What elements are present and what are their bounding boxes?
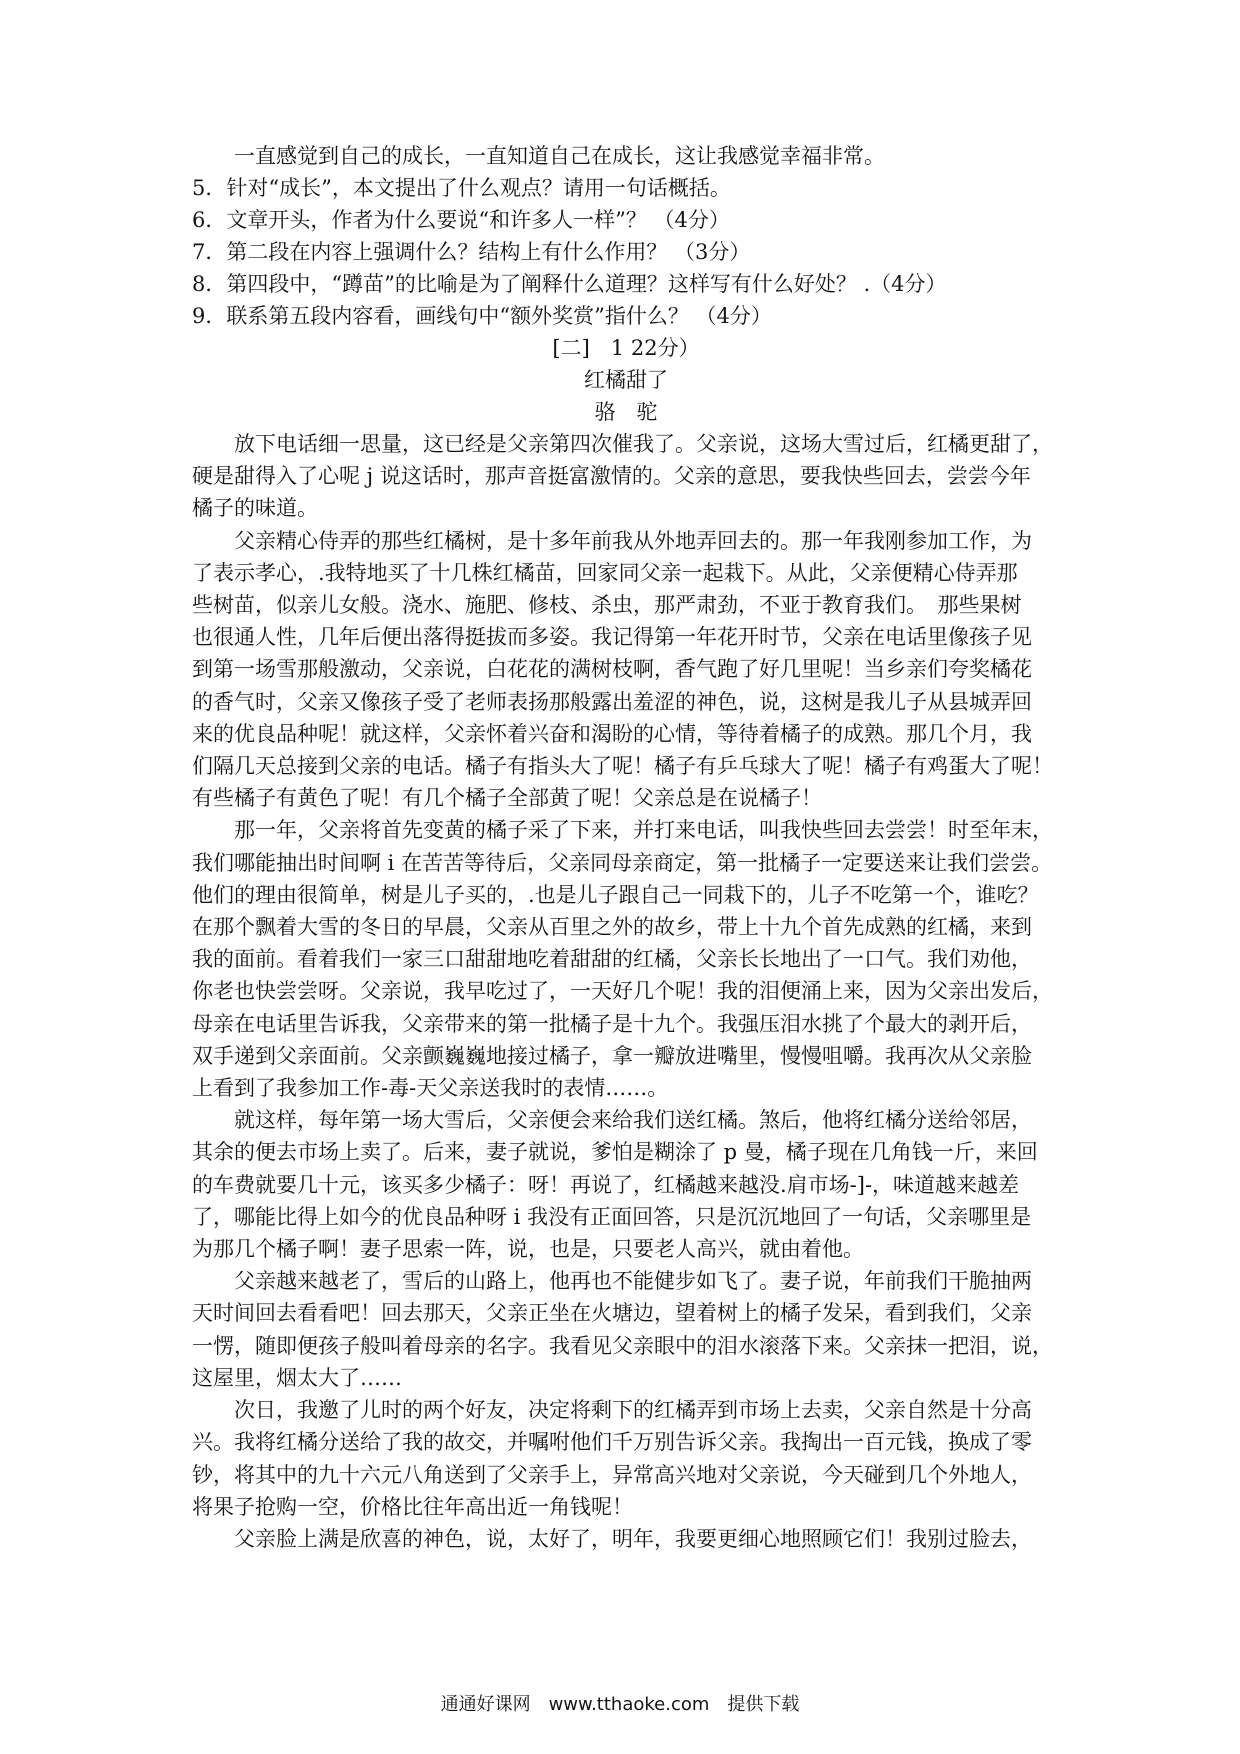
paragraph-line: 为那几个橘子啊！妻子思索一阵，说，也是，只要老人高兴，就由着他。 [192,1237,864,1262]
paragraph-6 [192,1394,1060,1523]
article-author: 骆 驼 [594,400,658,424]
section-heading: [二] 1 22分） [552,336,700,360]
paragraph-line: 将果子抢购一空，价格比往年高出近一角钱呢！ [192,1494,633,1519]
paragraph-line: 来的优良品种呢！就这样，父亲怀着兴奋和渴盼的心情，等待着橘子的成熟。那几个月，我 [192,721,1032,746]
paragraph-line: 父亲精心侍弄的那些红橘树，是十多年前我从外地弄回去的。那一年我刚参加工作，为 [234,528,1032,553]
paragraph-line: 硬是甜得入了心呢 j 说这话时，那声音挺富激情的。父亲的意思，要我快些回去，尝尝今年 [192,464,1031,489]
question-9: 9．联系第五段内容看，画线句中“额外奖赏”指什么？ （4分） [192,304,772,328]
article-body [192,428,1060,1555]
paragraph-line: 就这样，每年第一场大雪后，父亲便会来给我们送红橘。煞后，他将红橘分送给邻居， [234,1108,1032,1133]
paragraph-line: 有些橘子有黄色了呢！有几个橘子全部黄了呢！父亲总是在说橘子！ [192,786,822,811]
paragraph-line: 那一年，父亲将首先变黄的橘子采了下来，并打来电话，叫我快些回去尝尝！时至年末， [234,818,1053,843]
paragraph-line: 我们哪能抽出时间啊 i 在苦苦等待后，父亲同母亲商定，第一批橘子一定要送来让我们尝尝。 [192,850,1053,875]
question-8: 8．第四段中，“蹲苗”的比喻是为了阐释什么道理？这样写有什么好处？ .（4分） [192,272,947,296]
paragraph-line: 了，哪能比得上如今的优良品种呀 i 我没有正面回答，只是沉沉地回了一句话，父亲哪里是 [192,1204,1032,1229]
document-page [192,140,1060,1555]
top-line: 一直感觉到自己的成长，一直知道自己在成长，这让我感觉幸福非常。 [234,144,885,168]
paragraph-line: 橘子的味道。 [192,496,318,521]
paragraph-line: 双手递到父亲面前。父亲颤巍巍地接过橘子，拿一瓣放进嘴里，慢慢咀嚼。我再次从父亲脸 [192,1043,1032,1068]
paragraph-line: 些树苗，似亲儿女般。浇水、施肥、修枝、杀虫，那严肃劲，不亚于教育我们。 那些果树 [192,593,1022,618]
paragraph-line: 的香气时，父亲又像孩子受了老师表扬那般露出羞涩的神色，说，这树是我儿子从县城弄回 [192,689,1032,714]
paragraph-1 [192,428,1060,525]
paragraph-line: 母亲在电话里告诉我，父亲带来的第一批橘子是十九个。我强压泪水挑了个最大的剥开后， [192,1011,1032,1036]
question-6: 6．文章开头，作者为什么要说“和许多人一样”？ （4分） [192,208,730,232]
article-title: 红橘甜了 [584,368,668,392]
paragraph-line: 其余的便去市场上卖了。后来，妻子就说，爹怕是糊涂了 p 曼，橘子现在几角钱一斤，来回 [192,1140,1038,1165]
paragraph-line: 天时间回去看看吧！回去那天，父亲正坐在火塘边，望着树上的橘子发呆，看到我们，父亲 [192,1301,1032,1326]
paragraph-line: 我的面前。看着我们一家三口甜甜地吃着甜甜的红橘，父亲长长地出了一口气。我们劝他， [192,947,1032,972]
paragraph-line: 也很通人性，几年后便出落得挺拔而多姿。我记得第一年花开时节，父亲在电话里像孩子见 [192,625,1032,650]
paragraph-line: 放下电话细一思量，这已经是父亲第四次催我了。父亲说，这场大雪过后，红橘更甜了， [234,432,1053,456]
paragraph-line: 父亲脸上满是欣喜的神色，说，太好了，明年，我要更细心地照顾它们！我别过脸去， [234,1526,1032,1551]
paragraph-line: 一愣，随即便孩子般叫着母亲的名字。我看见父亲眼中的泪水滚落下来。父亲抹一把泪，说， [192,1333,1053,1358]
page-footer: 通通好课网 www.tthaoke.com 提供下载 [440,1694,800,1715]
paragraph-line: 在那个飘着大雪的冬日的早晨，父亲从百里之外的故乡，带上十九个首先成熟的红橘，来到 [192,915,1032,940]
paragraph-line: 兴。我将红橘分送给了我的故交，并嘱咐他们千万别告诉父亲。我掏出一百元钱，换成了零 [192,1430,1032,1455]
paragraph-line: 钞，将其中的九十六元八角送到了父亲手上，异常高兴地对父亲说，今天碰到几个外地人， [192,1462,1032,1487]
paragraph-line: 了表示孝心，.我特地买了十几株红橘苗，回家同父亲一起栽下。从此，父亲便精心侍弄那 [192,560,1018,585]
paragraph-2 [192,525,1060,815]
paragraph-7 [192,1523,1060,1555]
paragraph-line: 的车费就要几十元，该买多少橘子：呀！再说了，红橘越来越没.肩市场-]-，味道越来越差 [192,1172,1020,1197]
question-list [192,172,1060,332]
paragraph-line: 们隔几天总接到父亲的电话。橘子有指头大了呢！橘子有乒乓球大了呢！橘子有鸡蛋大了呢！ [192,754,1053,779]
paragraph-line: 这屋里，烟太大了…… [192,1365,402,1390]
paragraph-line: 次日，我邀了儿时的两个好友，决定将剩下的红橘弄到市场上去卖，父亲自然是十分高 [234,1398,1032,1423]
paragraph-5 [192,1265,1060,1394]
paragraph-line: 父亲越来越老了，雪后的山路上，他再也不能健步如飞了。妻子说，年前我们干脆抽两 [234,1269,1032,1294]
paragraph-3 [192,814,1060,1104]
paragraph-line: 到第一场雪那般激动，父亲说，白花花的满树枝啊，香气跑了好几里呢！当乡亲们夸奖橘花 [192,657,1032,682]
question-5: 5．针对“成长”，本文提出了什么观点？请用一句话概括。 [192,176,731,200]
paragraph-line: 他们的理由很简单，树是儿子买的，.也是儿子跟自己一同栽下的，儿子不吃第一个，谁吃？ [192,882,1039,907]
paragraph-line: 你老也快尝尝呀。父亲说，我早吃过了，一天好几个呢！我的泪便涌上来，因为父亲出发后， [192,979,1053,1004]
paragraph-line: 上看到了我参加工作-毒-天父亲送我时的表情……。 [192,1076,669,1101]
paragraph-4 [192,1104,1060,1265]
question-7: 7．第二段在内容上强调什么？结构上有什么作用？ （3分） [192,240,751,264]
